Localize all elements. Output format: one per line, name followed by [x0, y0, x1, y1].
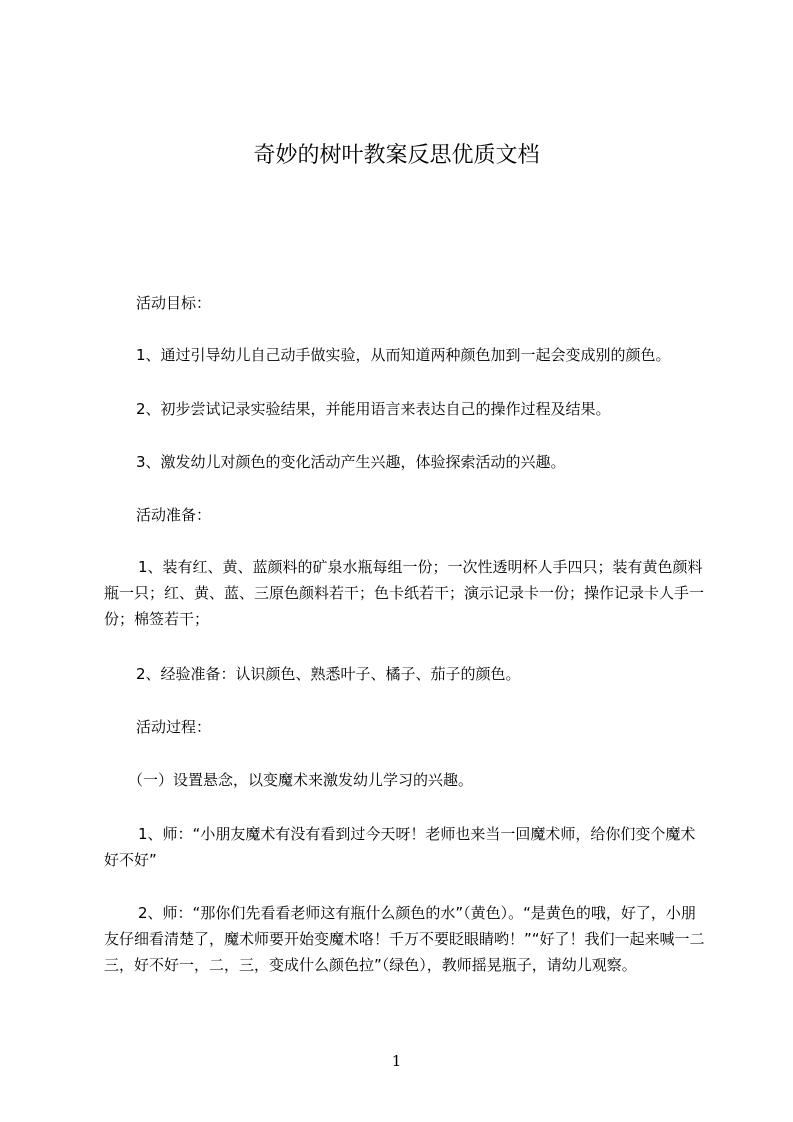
paragraph-preparation-1: 1、装有红、黄、蓝颜料的矿泉水瓶每组一份；一次性透明杯人手四只；装有黄色颜料瓶一只；红、黄、蓝、三原色颜料若干；色卡纸若干；演示记录卡一份；操作记录卡人手一份；棉签若干；	[104, 558, 705, 628]
section-heading-preparation: 活动准备：	[136, 506, 212, 524]
section-heading-goals: 活动目标：	[136, 294, 212, 312]
paragraph-goal-1: 1、通过引导幼儿自己动手做实验，从而知道两种颜色加到一起会变成别的颜色。	[136, 346, 671, 364]
paragraph-goal-2: 2、初步尝试记录实验结果，并能用语言来表达自己的操作过程及结果。	[136, 400, 611, 418]
page-number: 1	[391, 1052, 402, 1070]
document-title: 奇妙的树叶教案反思优质文档	[253, 143, 540, 168]
paragraph-dialogue-2: 2、师：“那你们先看看老师这有瓶什么颜色的水”（黄色）。“是黄色的哦，好了，小朋友仔细看清楚了，魔术师要开始变魔术咯！千万不要眨眼睛哟！”“好了！我们一起来喊一二三，好不好一，二，三，变成什么颜色拉”（绿色），教师摇晃瓶子，请幼儿观察。	[104, 904, 705, 974]
paragraph-dialogue-1: 1、师：“小朋友魔术有没有看到过今天呀！老师也来当一回魔术师，给你们变个魔术好不好”	[104, 825, 696, 869]
paragraph-goal-3: 3、激发幼儿对颜色的变化活动产生兴趣，体验探索活动的兴趣。	[136, 453, 566, 471]
paragraph-process-step-1: （一）设置悬念，以变魔术来激发幼儿学习的兴趣。	[128, 771, 474, 789]
section-heading-process: 活动过程：	[136, 718, 212, 736]
paragraph-preparation-2: 2、经验准备：认识颜色、熟悉叶子、橘子、茄子的颜色。	[136, 665, 521, 683]
